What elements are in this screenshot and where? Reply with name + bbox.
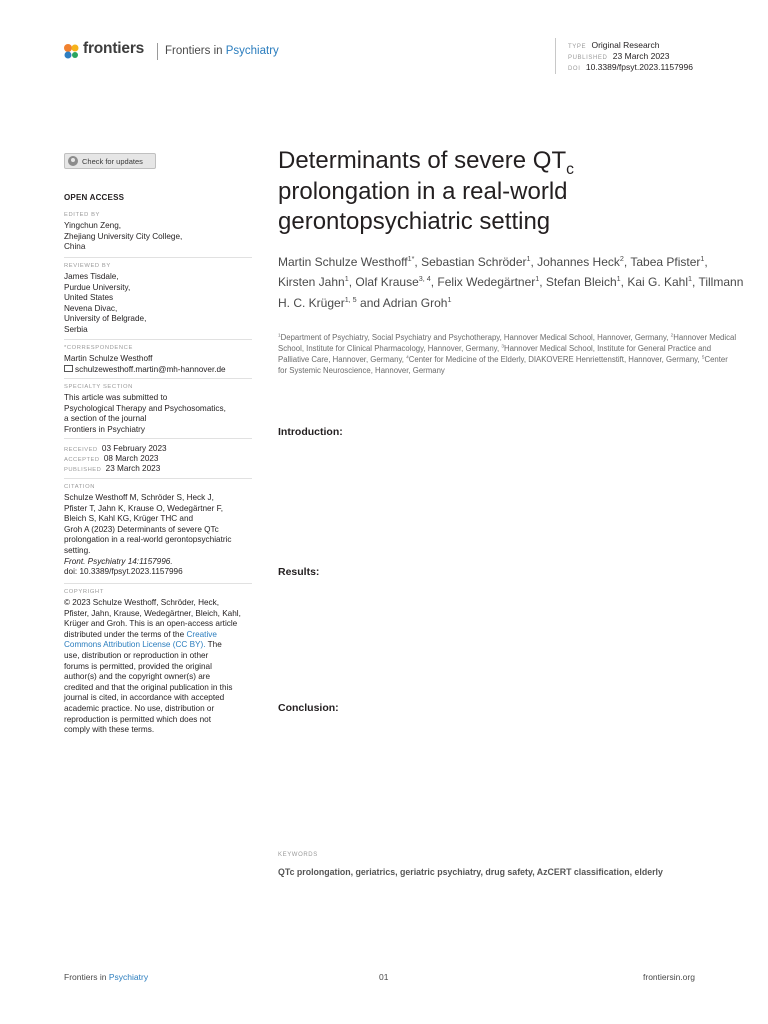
copyright-line: Krüger and Groh. This is an open-access article bbox=[64, 619, 238, 629]
author-affil-ref: 1 bbox=[616, 274, 621, 284]
cc-license-link[interactable]: Commons Attribution License (CC BY). bbox=[64, 640, 206, 650]
sidebar-divider bbox=[64, 339, 252, 340]
published-label: PUBLISHED bbox=[568, 55, 608, 61]
citation-line: Bleich S, Kahl KG, Krüger THC and bbox=[64, 514, 194, 524]
published-value: 23 March 2023 bbox=[612, 51, 670, 61]
brand-wordmark[interactable]: frontiers bbox=[83, 40, 145, 57]
author-name[interactable]: Olaf Krause bbox=[355, 275, 419, 290]
abstract-section-label: Conclusion: bbox=[278, 702, 339, 714]
footer-journal-prefix: Frontiers in bbox=[64, 972, 107, 982]
edited-by-line: Yingchun Zeng, bbox=[64, 221, 122, 230]
abstract-results bbox=[278, 565, 704, 580]
check-updates-label: Check for updates bbox=[82, 156, 143, 166]
copyright-line: Pfister, Jahn, Krause, Wedegärtner, Bleich, Kahl, bbox=[64, 608, 241, 618]
citation-line: setting. bbox=[64, 545, 91, 555]
author-affil-ref: 1 bbox=[344, 274, 349, 284]
correspondence-email[interactable]: schulzewesthoff.martin@mh-hannover.de bbox=[75, 364, 226, 374]
reviewed-by-line: Purdue University, bbox=[64, 282, 131, 292]
copyright-line: comply with these terms. bbox=[64, 725, 155, 735]
author-affil-ref: 1 bbox=[535, 274, 540, 284]
citation-journal-ref: Front. Psychiatry 14:1157996. bbox=[64, 556, 173, 566]
author-name[interactable]: Martin Schulze Westhoff bbox=[278, 255, 408, 269]
article-type-row bbox=[568, 40, 659, 50]
affil-num: 5 bbox=[701, 354, 705, 360]
footer-journal-accent: Psychiatry bbox=[108, 972, 149, 982]
correspondence-block bbox=[64, 354, 254, 375]
affil-num: 1 bbox=[278, 332, 281, 338]
copyright-block bbox=[64, 598, 254, 736]
author-affil-ref: 1, 5 bbox=[344, 294, 357, 304]
check-for-updates-button[interactable] bbox=[64, 153, 156, 169]
header-divider bbox=[157, 43, 158, 60]
accepted-label: ACCEPTED bbox=[64, 457, 100, 463]
sidebar-divider bbox=[64, 478, 252, 479]
page-number: 01 bbox=[379, 972, 389, 982]
published-date-label: PUBLISHED bbox=[64, 467, 102, 473]
check-updates-icon bbox=[68, 156, 78, 166]
edited-by-block bbox=[64, 221, 254, 253]
title-text: Determinants of severe QT bbox=[278, 147, 567, 174]
reviewed-by-line: United States bbox=[64, 293, 114, 303]
affiliations bbox=[278, 333, 738, 377]
specialty-block bbox=[64, 393, 254, 435]
footer-journal[interactable] bbox=[64, 972, 148, 982]
author-name[interactable]: Kai G. Kahl bbox=[627, 275, 689, 290]
citation-block bbox=[64, 493, 254, 578]
author-affil-ref: 2 bbox=[619, 254, 624, 263]
type-label: TYPE bbox=[568, 44, 587, 50]
copyright-line: author(s) and the copyright owner(s) are bbox=[64, 672, 211, 682]
author-name[interactable]: Sebastian Schröder bbox=[421, 255, 527, 269]
copyright-line: use, distribution or reproduction in other bbox=[64, 650, 209, 660]
doi-label: DOI bbox=[568, 66, 581, 72]
abstract-introduction bbox=[278, 425, 704, 440]
received-label: RECEIVED bbox=[64, 447, 98, 453]
affil-text: Center for Medicine of the Elderly, DIAKOVERE Henriettenstift, Hannover, Germany, bbox=[408, 354, 700, 364]
author-affil-ref: 1 bbox=[447, 294, 452, 304]
author-name[interactable]: Stefan Bleich bbox=[545, 275, 617, 290]
edited-by-label: EDITED BY bbox=[64, 212, 101, 218]
specialty-line: a section of the journal bbox=[64, 414, 147, 424]
abstract-conclusion bbox=[278, 701, 704, 716]
copyright-line: journal is cited, in accordance with accepted bbox=[64, 693, 225, 703]
reviewed-by-line: Nevena Divac, bbox=[64, 303, 118, 313]
correspondence-email-row bbox=[64, 365, 254, 376]
article-title bbox=[278, 146, 748, 238]
published-date: 23 March 2023 bbox=[105, 464, 161, 473]
author-name[interactable]: Tillmann H. C. Krüger bbox=[278, 275, 744, 310]
affil-text: Department of Psychiatry, Social Psychiatry and Psychotherapy, Hannover Medical School, Hannover, Germany, bbox=[280, 333, 669, 342]
citation-line: Schulze Westhoff M, Schröder S, Heck J, bbox=[64, 493, 214, 502]
specialty-label: SPECIALTY SECTION bbox=[64, 384, 133, 390]
affil-text: Center for Systemic Neuroscience, Hannover, Germany bbox=[278, 354, 728, 375]
email-icon bbox=[64, 365, 73, 372]
correspondence-name: Martin Schulze Westhoff bbox=[64, 354, 153, 363]
title-line bbox=[278, 146, 748, 177]
abstract-section-label: Results: bbox=[278, 566, 320, 578]
copyright-line: academic practice. No use, distribution or bbox=[64, 703, 215, 713]
citation-line: Pfister T, Jahn K, Krause O, Wedegärtner F, bbox=[64, 503, 223, 513]
author-affil-ref: 1 bbox=[700, 254, 705, 263]
author-affil-ref: 1* bbox=[407, 254, 415, 263]
doi-row bbox=[568, 62, 693, 72]
sidebar-divider bbox=[64, 438, 252, 439]
affil-text: Hannover Medical School, Institute for Clinical Pharmacology, Hannover, Germany, bbox=[278, 333, 737, 353]
journal-prefix: Frontiers in bbox=[165, 45, 223, 57]
accepted-row bbox=[64, 454, 158, 463]
citation-doi[interactable]: doi: 10.3389/fpsyt.2023.1157996 bbox=[64, 567, 183, 577]
affil-num: 2 bbox=[670, 332, 674, 338]
author-name[interactable]: Kirsten Jahn bbox=[278, 275, 345, 290]
correspondence-label: *CORRESPONDENCE bbox=[64, 345, 133, 351]
author-list: Martin Schulze Westhoff$^{1*}$, Sebastian Schröder$^1$, Johannes Heck$^2$, Tabea Pfister$^1$, Kirsten Jahn$^1$, Olaf Krause$^{3, 4}$, Felix Wedegärtner$^1$, Stefan Bleich$^1$, Kai G. Kahl$^1$, Tillmann H. C. Krüger$^{1, 5}$ and Adrian Groh$^1$ bbox=[278, 254, 744, 310]
author-affil-ref: 1 bbox=[526, 254, 531, 263]
specialty-line: Psychological Therapy and Psychosomatics, bbox=[64, 403, 226, 413]
footer-site-link[interactable]: frontiersin.org bbox=[643, 972, 695, 982]
reviewed-by-line: James Tisdale, bbox=[64, 272, 119, 281]
copyright-line: credited and that the original publication in this bbox=[64, 682, 233, 692]
author-name[interactable]: Felix Wedegärtner bbox=[437, 275, 536, 290]
received-row bbox=[64, 444, 167, 453]
copyright-line bbox=[64, 640, 254, 651]
reviewed-by-line: University of Belgrade, bbox=[64, 314, 147, 324]
author-affil-ref: 3, 4 bbox=[418, 274, 431, 284]
affil-text: Hannover Medical School, Institute for General Practice and Palliative Care, Hannover, Germany, bbox=[278, 343, 712, 364]
keywords: QTc prolongation, geriatrics, geriatric psychiatry, drug safety, AzCERT classification, elderly bbox=[278, 867, 663, 877]
type-value: Original Research bbox=[591, 40, 660, 50]
copyright-text: The bbox=[207, 640, 222, 650]
reviewed-by-label: REVIEWED BY bbox=[64, 263, 111, 269]
copyright-text: distributed under the terms of the bbox=[64, 629, 185, 639]
copyright-label: COPYRIGHT bbox=[64, 589, 104, 595]
received-date: 03 February 2023 bbox=[101, 444, 167, 453]
edited-by-line: Zhejiang University City College, bbox=[64, 231, 183, 241]
title-line: prolongation in a real-world bbox=[278, 177, 568, 205]
doi-value[interactable]: 10.3389/fpsyt.2023.1157996 bbox=[585, 62, 693, 72]
affil-num: 3 bbox=[501, 343, 504, 349]
abstract-section-label: Introduction: bbox=[278, 426, 343, 438]
author-affil-ref: 1 bbox=[688, 274, 693, 284]
sidebar-divider bbox=[64, 257, 252, 258]
citation-line: prolongation in a real-world gerontopsychiatric bbox=[64, 535, 232, 545]
published-row bbox=[568, 51, 670, 61]
specialty-line: This article was submitted to bbox=[64, 393, 168, 402]
author-name[interactable]: Johannes Heck bbox=[537, 255, 620, 269]
cc-license-link[interactable]: Creative bbox=[186, 629, 217, 639]
journal-accent: Psychiatry bbox=[225, 45, 279, 57]
sidebar-divider bbox=[64, 583, 252, 584]
copyright-line bbox=[64, 630, 254, 641]
accepted-date: 08 March 2023 bbox=[103, 454, 159, 463]
open-access-label: OPEN ACCESS bbox=[64, 193, 125, 202]
copyright-line: forums is permitted, provided the original bbox=[64, 661, 212, 671]
copyright-line: © 2023 Schulze Westhoff, Schröder, Heck, bbox=[64, 598, 220, 607]
citation-label: CITATION bbox=[64, 484, 95, 490]
title-line: gerontopsychiatric setting bbox=[278, 208, 551, 235]
author-name[interactable]: Adrian Groh bbox=[382, 295, 448, 310]
sidebar-divider bbox=[64, 378, 252, 379]
affil-num: 4 bbox=[406, 354, 409, 360]
frontiers-logo-icon bbox=[63, 43, 80, 60]
keywords-label: KEYWORDS bbox=[278, 852, 318, 858]
reviewed-by-line: Serbia bbox=[64, 324, 88, 334]
reviewed-by-block bbox=[64, 272, 254, 336]
specialty-line: Frontiers in Psychiatry bbox=[64, 424, 145, 434]
author-joiner: and bbox=[360, 295, 381, 310]
journal-name[interactable] bbox=[165, 45, 279, 57]
author-name[interactable]: Tabea Pfister bbox=[630, 255, 701, 269]
published-date-row bbox=[64, 464, 160, 473]
citation-line: Groh A (2023) Determinants of severe QTc bbox=[64, 524, 219, 534]
title-subscript: c bbox=[566, 160, 574, 178]
edited-by-line: China bbox=[64, 242, 86, 252]
copyright-line: reproduction is permitted which does not bbox=[64, 714, 211, 724]
meta-divider bbox=[555, 38, 556, 74]
